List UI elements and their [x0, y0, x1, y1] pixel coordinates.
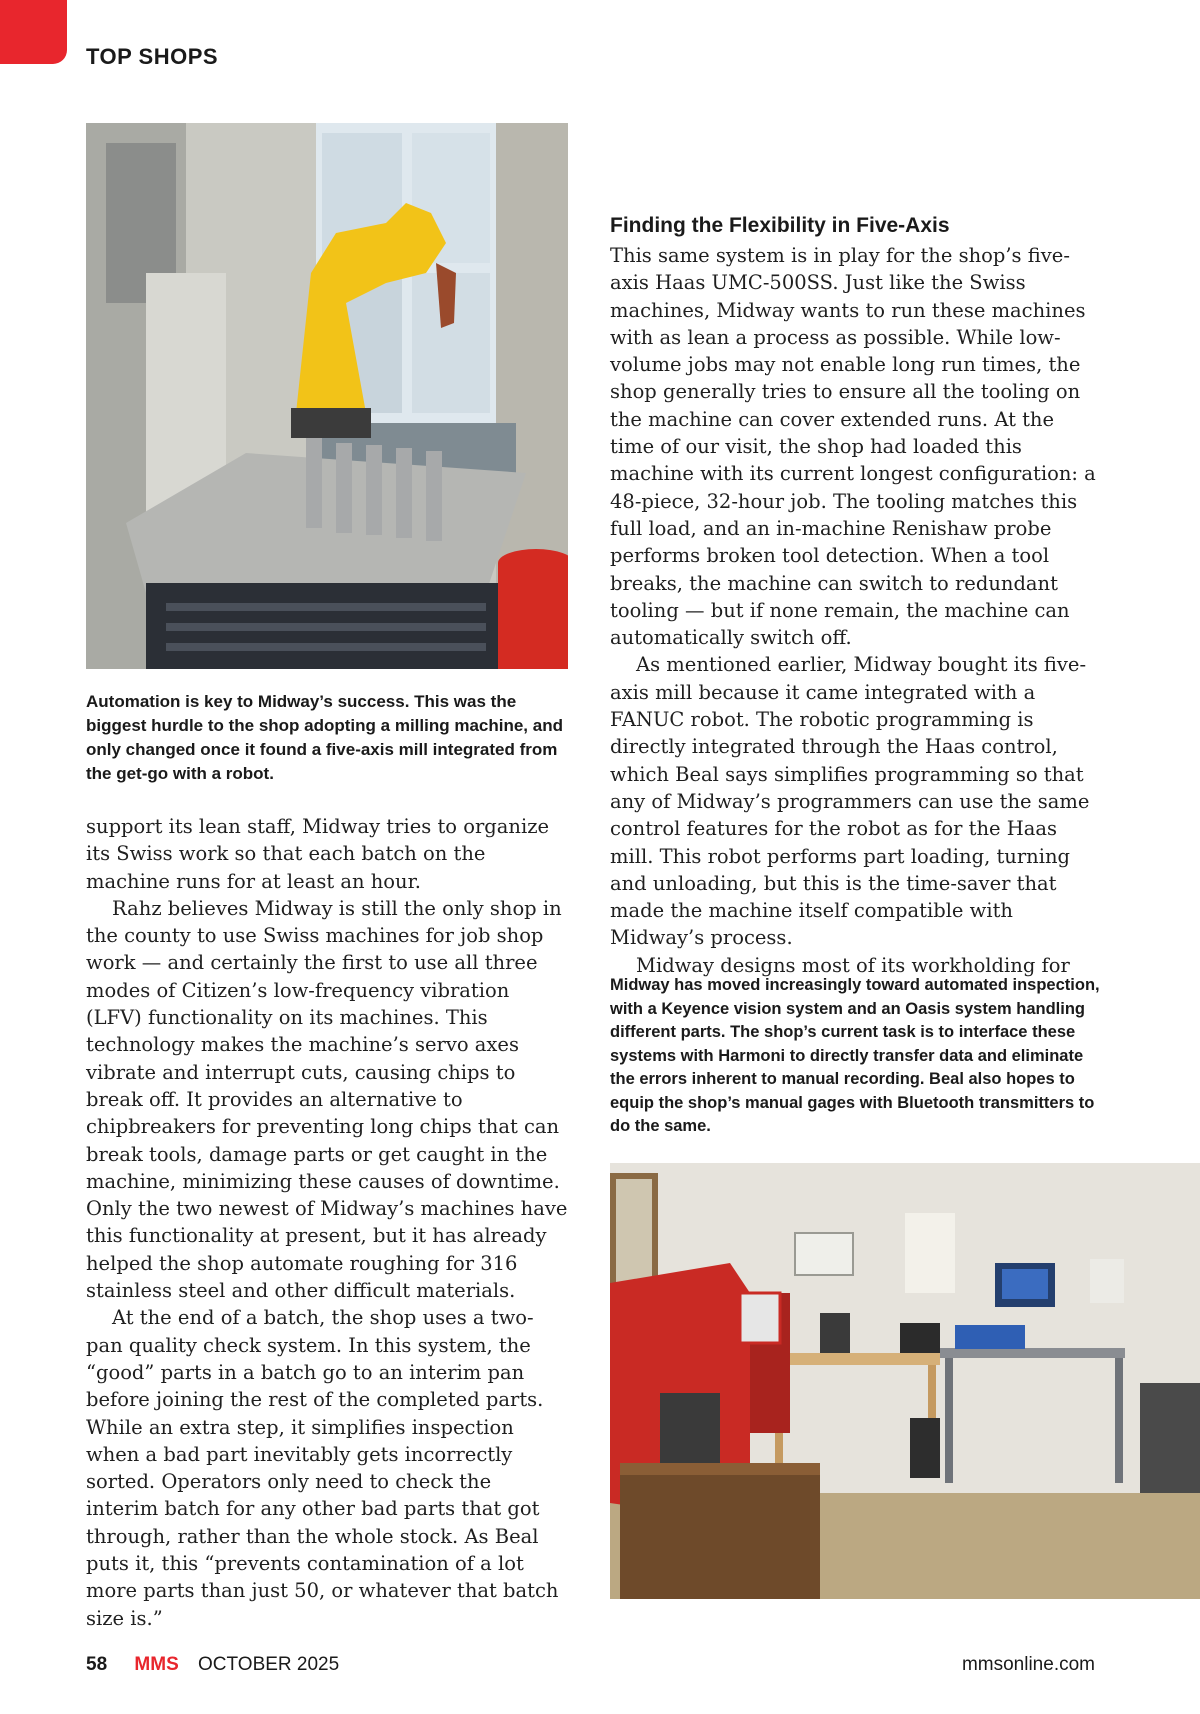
- left-column: [86, 813, 568, 1632]
- subheading: Finding the Flexibility in Five-Axis: [610, 214, 950, 237]
- left-paragraph-3: At the end of a batch, the shop uses a two-pan quality check system. In this system, the “good” parts in a batch go to an interim pan before joining the rest of the completed parts. While an extra step, it simplifies inspection when a bad part inevitably gets incorrectly sorted. Operators only need to check the interim batch for any other bad parts that got through, rather than the whole stock. As Beal puts it, this “prevents contamination of a lot more parts than just 50, or whatever that batch size is.”: [86, 1306, 559, 1630]
- inspection-photo-caption: [610, 974, 1100, 1139]
- issue-date: OCTOBER 2025: [198, 1654, 340, 1675]
- inspection-photo-caption-text: Midway has moved increasingly toward automated inspection, with a Keyence vision system and an Oasis system handling different parts. The shop’s current task is to interface these systems with Harmoni to directly transfer data and eliminate the errors inherent to manual recording. Beal also hopes to equip the shop’s manual gages with Bluetooth transmitters to do the same.: [610, 976, 1100, 1135]
- right-paragraph-2: As mentioned earlier, Midway bought its five-axis mill because it came integrated with a FANUC robot. The robotic programming is directly integrated through the Haas control, which Beal says simplifies programming so that any of Midway’s programmers can use the same control features for the robot as for the Haas mill. This robot performs part loading, turning and unloading, but this is the time-saver that made the machine itself compatible with Midway’s process.: [610, 653, 1090, 950]
- section-label: TOP SHOPS: [86, 44, 219, 69]
- left-paragraph-2: Rahz believes Midway is still the only shop in the county to use Swiss machines for job shop work — and certainly the first to use all three modes of Citizen’s low-frequency vibration (LFV) functionality on its machines. This technology makes the machine’s servo axes vibrate and interrupt cuts, causing chips to break off. It provides an alternative to chipbreakers for preventing long chips that can break tools, damage parts or get caught in the machine, minimizing these causes of downtime. Only the two newest of Midway’s machines have this functionality at present, but it has already helped the shop automate roughing for 316 stainless steel and other difficult materials.: [86, 896, 568, 1303]
- left-paragraph-1: support its lean staff, Midway tries to organize its Swiss work so that each batch on the machine runs for at least an hour.: [86, 815, 550, 893]
- page-number: 58: [86, 1654, 108, 1675]
- page-footer: [86, 1654, 1095, 1684]
- section-color-tab: [0, 0, 67, 64]
- website-link[interactable]: mmsonline.com: [961, 1654, 1095, 1675]
- robot-photo-caption: [86, 690, 576, 786]
- inspection-photo: [610, 1163, 1200, 1599]
- right-paragraph-1: This same system is in play for the shop’s five-axis Haas UMC-500SS. Just like the Swiss machines, Midway wants to run these machines with as lean a process as possible. While low-volume jobs may not enable long run times, the shop generally tries to ensure all the tooling on the machine can cover extended runs. At the time of our visit, the shop had loaded this machine with its current longest configuration: a 48-piece, 32-hour job. The tooling matches this full load, and an in-machine Renishaw probe performs broken tool detection. When a tool breaks, the machine can switch to redundant tooling — but if none remain, the machine can automatically switch off.: [610, 244, 1096, 650]
- robot-illustration: [86, 123, 568, 669]
- robot-photo: [86, 123, 568, 669]
- robot-photo-caption-text: Automation is key to Midway’s success. This was the biggest hurdle to the shop adopting a milling machine, and only changed once it found a five-axis mill integrated from the get-go with a robot.: [86, 692, 563, 783]
- inspection-illustration: [610, 1163, 1200, 1599]
- magazine-brand: MMS: [134, 1654, 179, 1675]
- right-paragraph-3: Midway designs most of its workholding for: [636, 953, 1070, 977]
- right-column: [610, 212, 1096, 979]
